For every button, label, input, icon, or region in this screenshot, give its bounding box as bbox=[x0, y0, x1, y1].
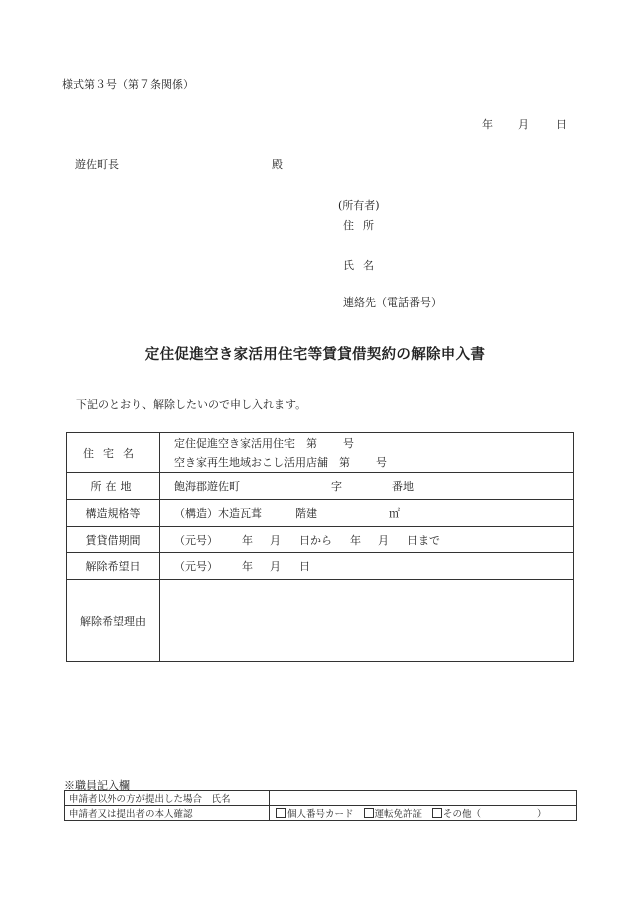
table-row-reason bbox=[67, 580, 574, 662]
staff-table bbox=[64, 790, 577, 821]
staff-id-check-options bbox=[270, 806, 577, 821]
table-row-cancel-date bbox=[67, 553, 574, 580]
staff-id-check-label: 申請者又は提出者の本人確認 bbox=[65, 806, 270, 821]
lease-start-day: 日から bbox=[299, 533, 332, 547]
location-banchi: 番地 bbox=[392, 480, 414, 493]
lease-end-month: 月 bbox=[378, 533, 389, 547]
cancel-era: （元号） bbox=[174, 560, 218, 573]
house-line-2 bbox=[174, 453, 573, 472]
honorific: 殿 bbox=[272, 158, 283, 171]
house-name-label: 住宅名 bbox=[67, 433, 160, 473]
lease-era: （元号） bbox=[174, 533, 218, 547]
date-month-label: 月 bbox=[518, 118, 529, 131]
lease-period-value[interactable] bbox=[160, 527, 574, 553]
table-row-location bbox=[67, 473, 574, 500]
form-number: 様式第３号（第７条関係） bbox=[62, 78, 194, 91]
lease-start-month: 月 bbox=[270, 533, 281, 547]
lease-period-label: 賃貸借期間 bbox=[67, 527, 160, 553]
house-line-1 bbox=[174, 434, 573, 453]
option-my-number-card: 個人番号カード bbox=[287, 809, 354, 820]
checkbox-drivers-license[interactable] bbox=[364, 808, 374, 818]
date-day-label: 日 bbox=[556, 118, 567, 131]
cancel-year: 年 bbox=[242, 560, 253, 573]
staff-proxy-label: 申請者以外の方が提出した場合 氏名 bbox=[65, 791, 270, 806]
reason-value[interactable] bbox=[160, 580, 574, 662]
option-other: その他（ bbox=[443, 809, 482, 820]
cancel-date-label: 解除希望日 bbox=[67, 553, 160, 580]
address-label: 住所 bbox=[343, 219, 383, 232]
application-table bbox=[66, 432, 574, 662]
house-line-1-suffix: 号 bbox=[343, 436, 354, 450]
cancel-month: 月 bbox=[270, 560, 281, 573]
location-label: 所在地 bbox=[67, 473, 160, 500]
table-row-house-name bbox=[67, 433, 574, 473]
table-row-lease-period bbox=[67, 527, 574, 553]
date-year-label: 年 bbox=[482, 118, 493, 131]
cancel-date-value[interactable] bbox=[160, 553, 574, 580]
addressee: 遊佐町長 bbox=[75, 158, 119, 171]
checkbox-my-number-card[interactable] bbox=[276, 808, 286, 818]
reason-label: 解除希望理由 bbox=[67, 580, 160, 662]
document-title: 定住促進空き家活用住宅等賃貸借契約の解除申入書 bbox=[144, 346, 486, 363]
staff-row-proxy bbox=[65, 791, 577, 806]
structure-label: 構造規格等 bbox=[67, 500, 160, 527]
house-line-2-prefix: 空き家再生地域おこし活用店舗 第 bbox=[174, 455, 350, 469]
location-value[interactable] bbox=[160, 473, 574, 500]
lease-end-day: 日まで bbox=[407, 533, 440, 547]
checkbox-other[interactable] bbox=[432, 808, 442, 818]
owner-label: (所有者) bbox=[338, 199, 380, 212]
contact-label: 連絡先（電話番号） bbox=[343, 296, 442, 309]
intro-text: 下記のとおり、解除したいので申し入れます。 bbox=[76, 398, 307, 411]
name-label: 氏名 bbox=[343, 259, 383, 272]
house-line-2-suffix: 号 bbox=[376, 455, 387, 469]
house-name-value[interactable] bbox=[160, 433, 574, 473]
cancel-day: 日 bbox=[299, 560, 310, 573]
staff-row-id-check bbox=[65, 806, 577, 821]
staff-section-title: ※職員記入欄 bbox=[64, 779, 130, 792]
structure-floors: 階建 bbox=[295, 507, 317, 520]
location-aza: 字 bbox=[331, 480, 342, 493]
staff-proxy-value[interactable] bbox=[270, 791, 577, 806]
lease-end-year: 年 bbox=[350, 533, 361, 547]
option-drivers-license: 運転免許証 bbox=[374, 809, 423, 820]
structure-value[interactable] bbox=[160, 500, 574, 527]
structure-prefix: （構造）木造瓦葺 bbox=[174, 507, 262, 520]
structure-area-unit: ㎡ bbox=[389, 507, 400, 520]
house-line-1-prefix: 定住促進空き家活用住宅 第 bbox=[174, 436, 317, 450]
lease-start-year: 年 bbox=[242, 533, 253, 547]
location-district: 飽海郡遊佐町 bbox=[174, 480, 240, 493]
option-other-close: ） bbox=[537, 809, 547, 820]
table-row-structure bbox=[67, 500, 574, 527]
